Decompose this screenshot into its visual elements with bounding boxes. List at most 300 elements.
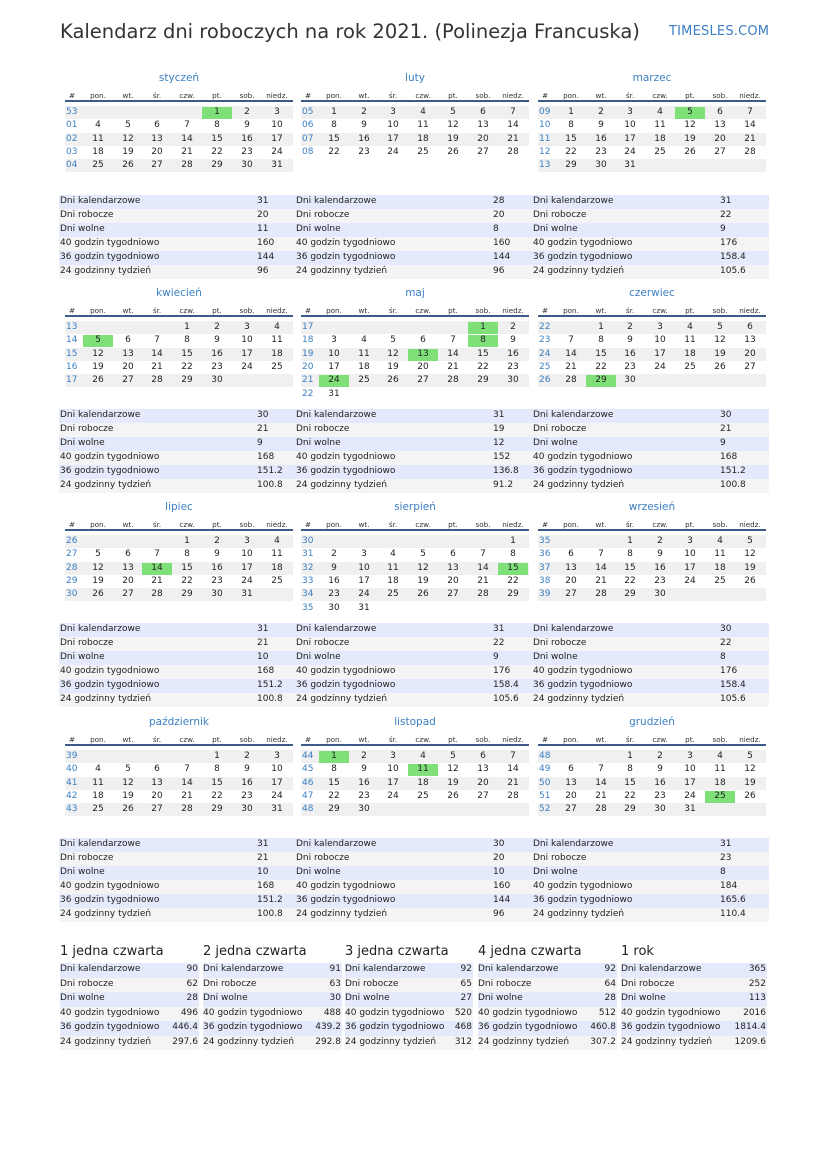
day-cell[interactable]: 22 [595,361,607,372]
day-cell[interactable]: 15 [211,133,223,144]
day-cell[interactable]: 8 [331,764,337,775]
day-cell[interactable]: 4 [274,536,280,546]
day-cell[interactable]: 12 [417,562,429,573]
day-cell[interactable]: 3 [627,107,633,117]
day-cell[interactable]: 27 [447,589,459,600]
day-cell[interactable]: 4 [420,751,426,761]
day-cell[interactable]: 7 [598,764,604,775]
day-cell[interactable]: 31 [271,160,283,171]
day-cell[interactable]: 29 [211,160,223,171]
day-cell[interactable]: 15 [595,348,607,359]
day-cell[interactable]: 15 [624,777,636,788]
day-cell[interactable]: 6 [125,549,131,560]
day-cell[interactable]: 3 [657,322,663,332]
day-cell[interactable]: 2 [510,322,516,332]
day-cell[interactable]: 25 [92,160,104,171]
day-cell[interactable]: 7 [480,549,486,560]
day-cell[interactable]: 22 [624,790,636,801]
day-cell[interactable]: 6 [154,120,160,131]
day-cell[interactable]: 12 [122,777,134,788]
day-cell[interactable]: 7 [510,107,516,117]
day-cell[interactable]: 20 [151,790,163,801]
day-cell[interactable]: 25 [271,361,283,372]
day-cell[interactable]: 1 [184,322,190,332]
day-cell[interactable]: 26 [387,375,399,386]
day-cell[interactable]: 22 [477,361,489,372]
day-cell[interactable]: 12 [92,348,104,359]
day-cell[interactable]: 9 [598,120,604,131]
day-cell[interactable]: 31 [684,804,696,815]
day-cell[interactable]: 12 [447,764,459,775]
day-cell[interactable]: 26 [122,160,134,171]
day-cell[interactable]: 28 [151,589,163,600]
day-cell[interactable]: 2 [627,322,633,332]
day-cell[interactable]: 14 [595,562,607,573]
day-cell[interactable]: 26 [122,804,134,815]
day-cell[interactable]: 17 [387,777,399,788]
day-cell[interactable]: 5 [125,764,131,775]
day-cell[interactable]: 2 [214,322,220,332]
day-cell[interactable]: 21 [447,361,459,372]
day-cell[interactable]: 5 [450,751,456,761]
day-cell[interactable]: 25 [358,375,370,386]
day-cell[interactable]: 24 [271,146,283,157]
day-cell[interactable]: 4 [95,120,101,131]
day-cell[interactable]: 21 [151,361,163,372]
day-cell[interactable]: 5 [747,751,753,761]
day-cell[interactable]: 28 [477,589,489,600]
day-cell[interactable]: 11 [92,777,104,788]
day-cell[interactable]: 14 [565,348,577,359]
day-cell[interactable]: 15 [181,348,193,359]
day-cell[interactable]: 19 [92,361,104,372]
day-cell[interactable]: 5 [95,549,101,560]
day-cell[interactable]: 21 [477,575,489,586]
day-cell[interactable]: 5 [717,322,723,332]
day-cell[interactable]: 10 [684,764,696,775]
day-cell[interactable]: 9 [244,120,250,131]
day-cell[interactable]: 7 [184,120,190,131]
day-cell[interactable]: 18 [417,777,429,788]
day-cell[interactable]: 13 [122,562,134,573]
day-cell[interactable]: 22 [328,790,340,801]
day-cell[interactable]: 10 [328,348,340,359]
day-cell[interactable]: 21 [595,575,607,586]
day-cell[interactable]: 11 [654,120,666,131]
day-cell[interactable]: 9 [510,335,516,346]
day-cell[interactable]: 19 [417,575,429,586]
day-cell[interactable]: 17 [328,361,340,372]
day-cell[interactable]: 5 [83,335,113,347]
day-cell[interactable]: 22 [328,146,340,157]
day-cell[interactable]: 18 [417,133,429,144]
day-cell[interactable]: 13 [744,335,756,346]
day-cell[interactable]: 3 [274,751,280,761]
day-cell[interactable]: 11 [92,133,104,144]
day-cell[interactable]: 1 [568,107,574,117]
day-cell[interactable]: 20 [565,575,577,586]
day-cell[interactable]: 21 [744,133,756,144]
day-cell[interactable]: 8 [331,120,337,131]
day-cell[interactable]: 31 [358,602,370,613]
day-cell[interactable]: 4 [687,322,693,332]
day-cell[interactable]: 24 [654,361,666,372]
day-cell[interactable]: 17 [241,348,253,359]
day-cell[interactable]: 8 [184,549,190,560]
day-cell[interactable]: 10 [654,335,666,346]
day-cell[interactable]: 4 [390,549,396,560]
day-cell[interactable]: 12 [387,348,399,359]
day-cell[interactable]: 14 [507,764,519,775]
day-cell[interactable]: 26 [684,146,696,157]
day-cell[interactable]: 15 [328,133,340,144]
day-cell[interactable]: 27 [151,160,163,171]
day-cell[interactable]: 5 [390,335,396,346]
day-cell[interactable]: 22 [507,575,519,586]
day-cell[interactable]: 23 [241,790,253,801]
day-cell[interactable]: 27 [122,589,134,600]
day-cell[interactable]: 24 [624,146,636,157]
day-cell[interactable]: 14 [181,133,193,144]
day-cell[interactable]: 3 [390,751,396,761]
day-cell[interactable]: 19 [744,562,756,573]
day-cell[interactable]: 24 [241,361,253,372]
day-cell[interactable]: 17 [358,575,370,586]
day-cell[interactable]: 13 [565,777,577,788]
day-cell[interactable]: 11 [271,549,283,560]
day-cell[interactable]: 3 [390,107,396,117]
day-cell[interactable]: 28 [507,790,519,801]
day-cell[interactable]: 12 [92,562,104,573]
day-cell[interactable]: 4 [657,107,663,117]
day-cell[interactable]: 19 [714,348,726,359]
day-cell[interactable]: 18 [684,348,696,359]
day-cell[interactable]: 29 [181,375,193,386]
day-cell[interactable]: 23 [654,575,666,586]
day-cell[interactable]: 20 [477,133,489,144]
day-cell[interactable]: 25 [387,589,399,600]
day-cell[interactable]: 3 [244,322,250,332]
day-cell[interactable]: 18 [387,575,399,586]
day-cell[interactable]: 6 [747,322,753,332]
day-cell[interactable]: 17 [684,562,696,573]
day-cell[interactable]: 11 [408,764,438,776]
day-cell[interactable]: 23 [328,589,340,600]
day-cell[interactable]: 2 [244,751,250,761]
day-cell[interactable]: 23 [211,575,223,586]
day-cell[interactable]: 20 [122,575,134,586]
day-cell[interactable]: 10 [387,764,399,775]
day-cell[interactable]: 19 [447,777,459,788]
day-cell[interactable]: 3 [687,536,693,546]
day-cell[interactable]: 1 [331,107,337,117]
day-cell[interactable]: 24 [241,575,253,586]
day-cell[interactable]: 21 [507,777,519,788]
day-cell[interactable]: 5 [747,536,753,546]
day-cell[interactable]: 12 [714,335,726,346]
day-cell[interactable]: 3 [331,335,337,346]
day-cell[interactable]: 10 [387,120,399,131]
day-cell[interactable]: 9 [244,764,250,775]
day-cell[interactable]: 15 [498,563,528,575]
day-cell[interactable]: 14 [595,777,607,788]
day-cell[interactable]: 11 [714,764,726,775]
day-cell[interactable]: 22 [211,790,223,801]
day-cell[interactable]: 10 [241,335,253,346]
day-cell[interactable]: 9 [331,562,337,573]
day-cell[interactable]: 1 [510,536,516,546]
day-cell[interactable]: 24 [271,790,283,801]
day-cell[interactable]: 4 [717,536,723,546]
day-cell[interactable]: 1 [468,322,498,334]
day-cell[interactable]: 2 [331,549,337,560]
day-cell[interactable]: 29 [211,804,223,815]
day-cell[interactable]: 30 [654,589,666,600]
day-cell[interactable]: 19 [122,146,134,157]
day-cell[interactable]: 25 [417,790,429,801]
day-cell[interactable]: 16 [595,133,607,144]
day-cell[interactable]: 14 [181,777,193,788]
day-cell[interactable]: 4 [274,322,280,332]
day-cell[interactable]: 26 [447,790,459,801]
day-cell[interactable]: 6 [568,764,574,775]
day-cell[interactable]: 27 [477,146,489,157]
day-cell[interactable]: 8 [627,764,633,775]
day-cell[interactable]: 27 [744,361,756,372]
day-cell[interactable]: 17 [387,133,399,144]
day-cell[interactable]: 29 [328,804,340,815]
day-cell[interactable]: 15 [565,133,577,144]
day-cell[interactable]: 30 [211,375,223,386]
day-cell[interactable]: 22 [211,146,223,157]
day-cell[interactable]: 3 [244,536,250,546]
day-cell[interactable]: 6 [154,764,160,775]
day-cell[interactable]: 9 [361,120,367,131]
day-cell[interactable]: 11 [714,549,726,560]
day-cell[interactable]: 29 [624,804,636,815]
day-cell[interactable]: 1 [598,322,604,332]
day-cell[interactable]: 14 [744,120,756,131]
day-cell[interactable]: 7 [184,764,190,775]
day-cell[interactable]: 22 [624,575,636,586]
day-cell[interactable]: 23 [595,146,607,157]
day-cell[interactable]: 13 [477,120,489,131]
day-cell[interactable]: 16 [328,575,340,586]
day-cell[interactable]: 23 [358,790,370,801]
day-cell[interactable]: 19 [92,575,104,586]
day-cell[interactable]: 28 [744,146,756,157]
day-cell[interactable]: 16 [654,562,666,573]
day-cell[interactable]: 1 [214,751,220,761]
day-cell[interactable]: 14 [142,563,172,575]
day-cell[interactable]: 8 [510,549,516,560]
day-cell[interactable]: 1 [627,536,633,546]
day-cell[interactable]: 21 [565,361,577,372]
day-cell[interactable]: 16 [241,133,253,144]
day-cell[interactable]: 14 [477,562,489,573]
day-cell[interactable]: 5 [125,120,131,131]
day-cell[interactable]: 2 [361,107,367,117]
day-cell[interactable]: 10 [241,549,253,560]
day-cell[interactable]: 4 [717,751,723,761]
day-cell[interactable]: 8 [214,764,220,775]
day-cell[interactable]: 16 [211,562,223,573]
day-cell[interactable]: 17 [241,562,253,573]
day-cell[interactable]: 9 [657,549,663,560]
day-cell[interactable]: 15 [328,777,340,788]
day-cell[interactable]: 27 [417,375,429,386]
day-cell[interactable]: 7 [450,335,456,346]
day-cell[interactable]: 16 [211,348,223,359]
day-cell[interactable]: 18 [271,562,283,573]
day-cell[interactable]: 24 [684,575,696,586]
day-cell[interactable]: 7 [154,549,160,560]
day-cell[interactable]: 27 [565,589,577,600]
day-cell[interactable]: 20 [714,133,726,144]
day-cell[interactable]: 30 [241,804,253,815]
brand-link[interactable]: TIMESLES.COM [669,24,770,39]
day-cell[interactable]: 16 [358,777,370,788]
day-cell[interactable]: 15 [477,348,489,359]
day-cell[interactable]: 11 [358,348,370,359]
day-cell[interactable]: 1 [202,107,232,119]
day-cell[interactable]: 29 [477,375,489,386]
day-cell[interactable]: 28 [595,589,607,600]
day-cell[interactable]: 27 [122,375,134,386]
day-cell[interactable]: 9 [657,764,663,775]
day-cell[interactable]: 29 [565,160,577,171]
day-cell[interactable]: 21 [181,790,193,801]
day-cell[interactable]: 14 [507,120,519,131]
day-cell[interactable]: 13 [447,562,459,573]
day-cell[interactable]: 2 [598,107,604,117]
day-cell[interactable]: 11 [271,335,283,346]
day-cell[interactable]: 23 [507,361,519,372]
day-cell[interactable]: 1 [627,751,633,761]
day-cell[interactable]: 29 [624,589,636,600]
day-cell[interactable]: 6 [480,751,486,761]
day-cell[interactable]: 20 [565,790,577,801]
day-cell[interactable]: 17 [271,777,283,788]
day-cell[interactable]: 13 [122,348,134,359]
day-cell[interactable]: 10 [684,549,696,560]
day-cell[interactable]: 6 [450,549,456,560]
day-cell[interactable]: 28 [181,160,193,171]
day-cell[interactable]: 31 [241,589,253,600]
day-cell[interactable]: 26 [92,589,104,600]
day-cell[interactable]: 5 [675,107,705,119]
day-cell[interactable]: 9 [214,335,220,346]
day-cell[interactable]: 15 [211,777,223,788]
day-cell[interactable]: 2 [657,751,663,761]
day-cell[interactable]: 11 [387,562,399,573]
day-cell[interactable]: 30 [241,160,253,171]
day-cell[interactable]: 31 [624,160,636,171]
day-cell[interactable]: 30 [624,375,636,386]
day-cell[interactable]: 14 [447,348,459,359]
day-cell[interactable]: 5 [450,107,456,117]
day-cell[interactable]: 10 [271,764,283,775]
day-cell[interactable]: 6 [480,107,486,117]
day-cell[interactable]: 24 [358,589,370,600]
day-cell[interactable]: 18 [92,146,104,157]
day-cell[interactable]: 16 [654,777,666,788]
day-cell[interactable]: 26 [744,790,756,801]
day-cell[interactable]: 24 [387,790,399,801]
day-cell[interactable]: 7 [598,549,604,560]
day-cell[interactable]: 21 [181,146,193,157]
day-cell[interactable]: 12 [684,120,696,131]
day-cell[interactable]: 1 [319,751,349,763]
day-cell[interactable]: 30 [654,804,666,815]
day-cell[interactable]: 27 [565,804,577,815]
day-cell[interactable]: 20 [122,361,134,372]
day-cell[interactable]: 10 [624,120,636,131]
day-cell[interactable]: 3 [687,751,693,761]
day-cell[interactable]: 10 [271,120,283,131]
day-cell[interactable]: 20 [477,777,489,788]
day-cell[interactable]: 29 [181,589,193,600]
day-cell[interactable]: 12 [447,120,459,131]
day-cell[interactable]: 13 [565,562,577,573]
day-cell[interactable]: 13 [151,777,163,788]
day-cell[interactable]: 18 [714,562,726,573]
day-cell[interactable]: 21 [595,790,607,801]
day-cell[interactable]: 19 [122,790,134,801]
day-cell[interactable]: 25 [417,146,429,157]
day-cell[interactable]: 9 [214,549,220,560]
day-cell[interactable]: 7 [747,107,753,117]
day-cell[interactable]: 3 [361,549,367,560]
day-cell[interactable]: 13 [477,764,489,775]
day-cell[interactable]: 18 [654,133,666,144]
day-cell[interactable]: 16 [624,348,636,359]
day-cell[interactable]: 20 [417,361,429,372]
day-cell[interactable]: 24 [684,790,696,801]
day-cell[interactable]: 23 [241,146,253,157]
day-cell[interactable]: 13 [714,120,726,131]
day-cell[interactable]: 22 [181,361,193,372]
day-cell[interactable]: 6 [717,107,723,117]
day-cell[interactable]: 8 [627,549,633,560]
day-cell[interactable]: 12 [744,549,756,560]
day-cell[interactable]: 8 [468,335,498,347]
day-cell[interactable]: 28 [507,146,519,157]
day-cell[interactable]: 27 [714,146,726,157]
day-cell[interactable]: 20 [151,146,163,157]
day-cell[interactable]: 26 [714,361,726,372]
day-cell[interactable]: 25 [92,804,104,815]
day-cell[interactable]: 30 [328,602,340,613]
day-cell[interactable]: 13 [151,133,163,144]
day-cell[interactable]: 16 [507,348,519,359]
day-cell[interactable]: 18 [92,790,104,801]
day-cell[interactable]: 25 [714,575,726,586]
day-cell[interactable]: 2 [214,536,220,546]
day-cell[interactable]: 2 [361,751,367,761]
day-cell[interactable]: 19 [447,133,459,144]
day-cell[interactable]: 16 [358,133,370,144]
day-cell[interactable]: 21 [151,575,163,586]
day-cell[interactable]: 21 [507,133,519,144]
day-cell[interactable]: 25 [684,361,696,372]
day-cell[interactable]: 13 [408,349,438,361]
day-cell[interactable]: 19 [744,777,756,788]
day-cell[interactable]: 26 [92,375,104,386]
day-cell[interactable]: 5 [420,549,426,560]
day-cell[interactable]: 4 [420,107,426,117]
day-cell[interactable]: 18 [358,361,370,372]
